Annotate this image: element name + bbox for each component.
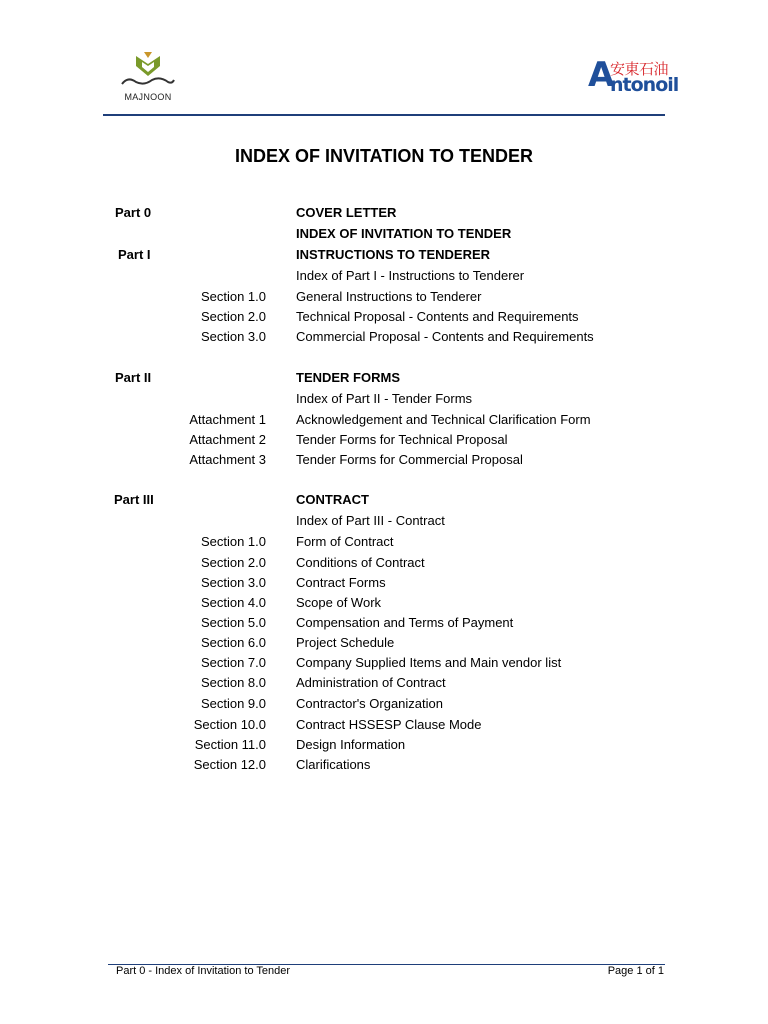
toc-section-label: Section 7.0 (200, 655, 266, 670)
toc-section-label: Section 2.0 (200, 555, 266, 570)
toc-row (0, 203, 768, 223)
toc-entry-title: TENDER FORMS (296, 370, 400, 385)
toc-entry-title: INDEX OF INVITATION TO TENDER (296, 226, 512, 241)
antonoil-logo-name: ntonoil (610, 74, 679, 96)
toc-entry-title: Administration of Contract (296, 675, 446, 690)
toc-section-label: Section 9.0 (200, 696, 266, 711)
toc-section-label: Section 2.0 (200, 309, 266, 324)
toc-row (0, 755, 768, 775)
antonoil-logo-chinese: 安東石油 (610, 60, 669, 78)
toc-entry-title: CONTRACT (296, 492, 369, 507)
toc-entry-title: Commercial Proposal - Contents and Requirements (296, 329, 594, 344)
toc-entry-title: COVER LETTER (296, 205, 397, 220)
toc-entry-title: Tender Forms for Commercial Proposal (296, 452, 523, 467)
toc-row (0, 327, 768, 347)
toc-section-label: Section 1.0 (200, 534, 266, 549)
toc-row (0, 715, 768, 735)
toc-entry-title: INSTRUCTIONS TO TENDERER (296, 247, 491, 262)
toc-part-label: Part I (118, 247, 151, 262)
footer-page-number: Page 1 of 1 (607, 965, 664, 977)
page-header (0, 0, 768, 120)
toc-part-label: Part 0 (115, 205, 152, 220)
toc-entry-title: Contract HSSESP Clause Mode (296, 717, 482, 732)
majnoon-logo (108, 50, 188, 106)
antonoil-logo (588, 55, 679, 102)
toc-entry-title: Acknowledgement and Technical Clarification Form (296, 412, 591, 427)
toc-section-label: Section 4.0 (200, 595, 266, 610)
toc-row (0, 245, 768, 265)
toc-row (0, 368, 768, 388)
toc-entry-title: Form of Contract (296, 534, 394, 549)
toc-section-label: Section 12.0 (193, 757, 266, 772)
toc-row (0, 653, 768, 673)
toc-part-label: Part III (114, 492, 154, 507)
toc-row (0, 307, 768, 327)
toc-row (0, 430, 768, 450)
toc-row (0, 287, 768, 307)
toc-section-label: Attachment 3 (189, 452, 266, 467)
toc-row (0, 613, 768, 633)
toc-section-label: Section 6.0 (200, 635, 266, 650)
toc-entry-title: Company Supplied Items and Main vendor list (296, 655, 562, 670)
toc-entry-title: Compensation and Terms of Payment (296, 615, 514, 630)
toc-row (0, 410, 768, 430)
toc-row (0, 633, 768, 653)
toc-entry-title: Index of Part II - Tender Forms (296, 391, 473, 406)
toc-entry-title: Index of Part III - Contract (296, 513, 445, 528)
toc-row (0, 532, 768, 552)
toc-row (0, 694, 768, 714)
toc-entry-title: Clarifications (296, 757, 371, 772)
toc-section-label: Section 10.0 (193, 717, 266, 732)
toc-row (0, 224, 768, 244)
toc-row (0, 735, 768, 755)
toc-section-label: Section 1.0 (200, 289, 266, 304)
document-title: INDEX OF INVITATION TO TENDER (234, 146, 533, 166)
toc-row (0, 573, 768, 593)
toc-section-label: Section 3.0 (200, 575, 266, 590)
toc-section-label: Section 11.0 (194, 737, 266, 752)
toc-section-label: Section 5.0 (200, 615, 266, 630)
toc-entry-title: Tender Forms for Technical Proposal (296, 432, 508, 447)
toc-entry-title: Technical Proposal - Contents and Requirements (296, 309, 579, 324)
toc-entry-title: Design Information (296, 737, 406, 752)
toc-row (0, 511, 768, 531)
toc-entry-title: Project Schedule (296, 635, 395, 650)
toc-row (0, 266, 768, 286)
toc-row (0, 389, 768, 409)
toc-row (0, 490, 768, 510)
toc-section-label: Section 3.0 (200, 329, 266, 344)
toc-entry-title: Contract Forms (296, 575, 386, 590)
antonoil-logo-initial: A (588, 55, 615, 95)
toc-entry-title: Conditions of Contract (296, 555, 425, 570)
majnoon-logo-text: MAJNOON (124, 92, 172, 102)
toc-section-label: Section 8.0 (200, 675, 266, 690)
toc-section-label: Attachment 2 (189, 432, 266, 447)
footer-document-name: Part 0 - Index of Invitation to Tender (116, 965, 291, 977)
toc-entry-title: Scope of Work (296, 595, 382, 610)
toc-section-label: Attachment 1 (189, 412, 266, 427)
toc-row (0, 450, 768, 470)
toc-entry-title: Contractor's Organization (296, 696, 443, 711)
toc-entry-title: General Instructions to Tenderer (296, 289, 482, 304)
toc-row (0, 673, 768, 693)
toc-part-label: Part II (115, 370, 152, 385)
header-divider (103, 114, 665, 116)
majnoon-emblem-icon (108, 50, 188, 90)
toc-row (0, 593, 768, 613)
toc-row (0, 553, 768, 573)
toc-entry-title: Index of Part I - Instructions to Tenderer (296, 268, 525, 283)
